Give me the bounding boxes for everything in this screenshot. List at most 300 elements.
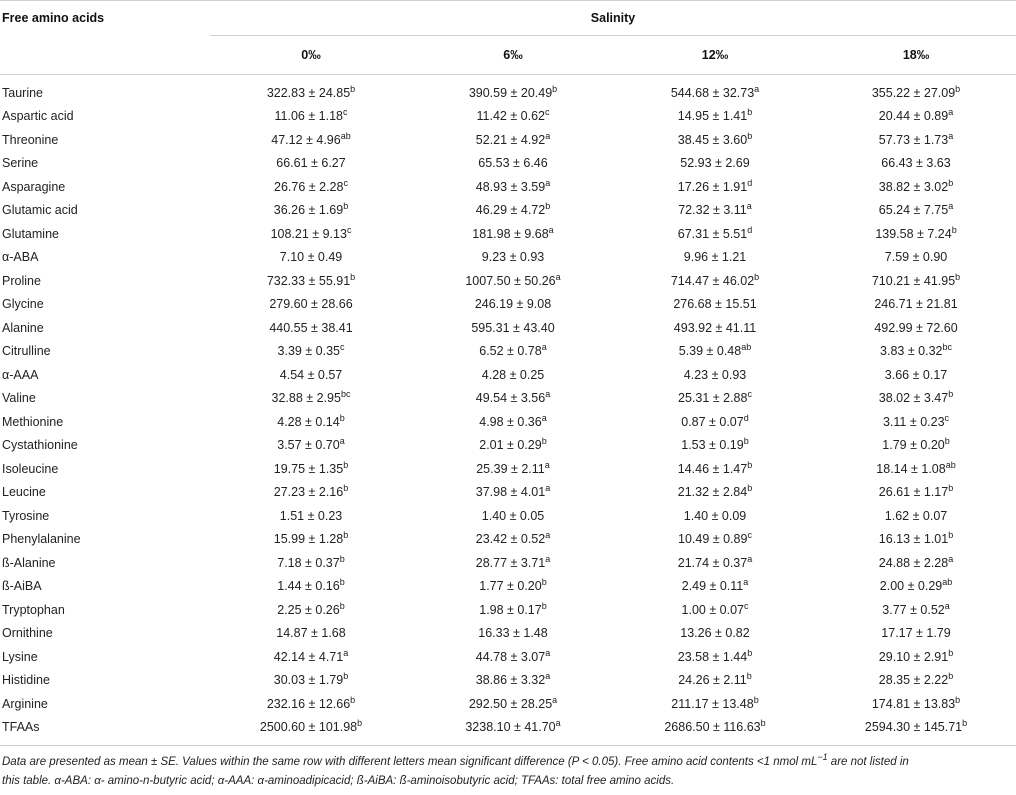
value-cell	[412, 128, 614, 152]
significance-letter: b	[948, 483, 954, 493]
mean-se-value: 6.52 ± 0.78	[479, 344, 542, 358]
value-cell	[614, 199, 816, 223]
value-cell	[614, 128, 816, 152]
value-cell	[412, 551, 614, 575]
mean-se-value: 493.92 ± 41.11	[673, 320, 757, 335]
mean-se-value: 355.22 ± 27.09	[871, 85, 956, 100]
significance-letter: b	[951, 224, 957, 235]
value-cell	[412, 175, 614, 199]
value-cell	[412, 622, 614, 646]
mean-se-value: 232.16 ± 12.66	[266, 696, 351, 711]
significance-letter: ab	[741, 342, 752, 352]
mean-se-value: 24.88 ± 2.28	[878, 555, 949, 570]
mean-se-value: 23.42 ± 0.52	[475, 532, 546, 546]
mean-se-value: 246.19 ± 9.08	[474, 297, 552, 311]
mean-se-value: 36.26 ± 1.69	[273, 203, 344, 217]
row-label: Tryptophan	[2, 602, 65, 617]
value-cell	[412, 645, 614, 669]
value-cell	[816, 692, 1016, 716]
significance-letter: b	[343, 201, 349, 211]
table-row	[0, 175, 1016, 199]
value-cell	[412, 410, 614, 434]
table-row	[0, 434, 1016, 458]
mean-se-value: 38.82 ± 3.02	[878, 179, 949, 194]
mean-se-value: 16.13 ± 1.01	[878, 532, 949, 546]
value-cell	[614, 316, 816, 340]
table-row	[0, 692, 1016, 716]
mean-se-value: 17.26 ± 1.91	[677, 179, 748, 194]
value-cell	[614, 152, 816, 176]
significance-letter: b	[339, 553, 345, 564]
value-cell	[210, 528, 412, 552]
value-cell	[412, 246, 614, 270]
value-cell	[816, 575, 1016, 599]
mean-se-value: 7.10 ± 0.49	[279, 250, 343, 264]
value-cell	[816, 222, 1016, 246]
significance-letter: b	[343, 483, 349, 493]
value-cell	[412, 528, 614, 552]
value-cell	[412, 269, 614, 293]
mean-se-value: 710.21 ± 41.95	[871, 273, 956, 288]
value-cell	[614, 175, 816, 199]
significance-letter: b	[552, 83, 558, 94]
significance-letter: b	[350, 694, 356, 705]
mean-se-value: 3.77 ± 0.52	[882, 602, 945, 617]
significance-letter: a	[548, 224, 554, 235]
mean-se-value: 38.86 ± 3.32	[475, 673, 546, 687]
significance-letter: b	[955, 694, 961, 705]
mean-se-value: 29.10 ± 2.91	[878, 649, 949, 664]
value-cell	[210, 504, 412, 528]
row-label: Taurine	[2, 85, 43, 100]
value-cell	[614, 363, 816, 387]
row-label: Phenylalanine	[2, 532, 81, 546]
mean-se-value: 67.31 ± 5.51	[677, 226, 748, 241]
table-row	[0, 246, 1016, 270]
value-cell	[816, 457, 1016, 481]
significance-letter: a	[545, 553, 551, 564]
value-cell	[210, 175, 412, 199]
mean-se-value: 732.33 ± 55.91	[266, 273, 351, 288]
value-cell	[614, 528, 816, 552]
significance-letter: b	[339, 577, 345, 587]
mean-se-value: 25.39 ± 2.11	[476, 461, 545, 476]
mean-se-value: 18.14 ± 1.08	[876, 461, 946, 476]
row-label: Valine	[2, 391, 36, 405]
mean-se-value: 139.58 ± 7.24	[875, 226, 952, 241]
value-cell	[210, 340, 412, 364]
value-cell	[614, 551, 816, 575]
mean-se-value: 322.83 ± 24.85	[266, 85, 351, 100]
mean-se-value: 1.53 ± 0.19	[681, 438, 744, 452]
significance-letter: c	[743, 600, 749, 611]
significance-letter: c	[545, 107, 550, 117]
mean-se-value: 3.11 ± 0.23	[882, 414, 945, 429]
significance-letter: a	[545, 530, 551, 540]
value-cell	[412, 105, 614, 129]
significance-letter: b	[955, 271, 961, 282]
significance-letter: a	[541, 412, 547, 423]
value-cell	[614, 457, 816, 481]
column-header-6: 6‰	[503, 48, 523, 62]
value-cell	[614, 269, 816, 293]
table-row	[0, 410, 1016, 434]
mean-se-value: 9.96 ± 1.21	[683, 250, 747, 264]
significance-letter: a	[545, 130, 551, 141]
value-cell	[210, 152, 412, 176]
mean-se-value: 181.98 ± 9.68	[472, 226, 549, 241]
mean-se-value: 174.81 ± 13.83	[871, 696, 956, 711]
significance-letter: b	[541, 600, 547, 611]
value-cell	[210, 128, 412, 152]
value-cell	[816, 316, 1016, 340]
table-row	[0, 340, 1016, 364]
value-cell	[614, 75, 816, 105]
significance-letter: b	[350, 271, 356, 282]
mean-se-value: 4.28 ± 0.25	[481, 367, 545, 382]
table-row	[0, 128, 1016, 152]
significance-letter: b	[948, 389, 954, 399]
significance-letter: c	[343, 177, 348, 188]
significance-letter: b	[948, 530, 954, 540]
column-header-0: 0‰	[301, 48, 321, 62]
significance-letter: b	[545, 201, 551, 211]
mean-se-value: 38.02 ± 3.47	[878, 391, 949, 405]
significance-letter: b	[350, 83, 356, 94]
value-cell	[210, 481, 412, 505]
value-cell	[614, 434, 816, 458]
row-label: Alanine	[2, 320, 44, 335]
significance-letter: a	[545, 177, 551, 188]
value-cell	[210, 75, 412, 105]
significance-letter: b	[760, 718, 766, 728]
table-row	[0, 575, 1016, 599]
footnote-line2-text: this table. α-ABA: α- amino-n-butyric acid; α-AAA: α-aminoadipicacid; ß-AiBA: ß-aminoisobutyric acid; TFAAs: total free amino acids.	[2, 775, 675, 787]
value-cell	[412, 387, 614, 411]
value-cell	[816, 622, 1016, 646]
significance-letter: d	[747, 177, 753, 188]
mean-se-value: 9.23 ± 0.93	[481, 250, 545, 264]
row-label: Histidine	[2, 673, 50, 687]
value-cell	[816, 410, 1016, 434]
mean-se-value: 7.59 ± 0.90	[884, 250, 948, 264]
value-cell	[816, 528, 1016, 552]
significance-letter: b	[948, 177, 954, 188]
value-cell	[210, 316, 412, 340]
mean-se-value: 1.40 ± 0.05	[481, 508, 545, 523]
row-label: Isoleucine	[2, 461, 59, 476]
table-row	[0, 457, 1016, 481]
significance-letter: c	[343, 107, 348, 117]
significance-letter: b	[948, 671, 954, 681]
significance-letter: a	[343, 647, 349, 658]
table-row	[0, 528, 1016, 552]
column-header-18: 18‰	[902, 48, 930, 62]
mean-se-value: 3.66 ± 0.17	[884, 367, 948, 382]
mean-se-value: 47.12 ± 4.96	[271, 132, 341, 147]
mean-se-value: 52.93 ± 2.69	[680, 156, 750, 170]
mean-se-value: 21.32 ± 2.84	[677, 485, 748, 499]
value-cell	[210, 457, 412, 481]
footnote-unit-superscript: −1	[817, 752, 828, 762]
value-cell	[816, 175, 1016, 199]
mean-se-value: 1.98 ± 0.17	[479, 602, 542, 617]
value-cell	[816, 481, 1016, 505]
mean-se-value: 28.77 ± 3.71	[475, 555, 546, 570]
row-label: Glutamine	[2, 226, 59, 241]
value-cell	[210, 434, 412, 458]
value-cell	[816, 716, 1016, 746]
mean-se-value: 44.78 ± 3.07	[475, 649, 546, 664]
mean-se-value: 4.28 ± 0.14	[277, 414, 340, 429]
significance-letter: a	[541, 342, 547, 352]
significance-letter: a	[948, 201, 954, 211]
mean-se-value: 15.99 ± 1.28	[273, 532, 344, 546]
value-cell	[412, 481, 614, 505]
mean-se-value: 13.26 ± 0.82	[680, 626, 750, 640]
significance-letter: b	[339, 412, 345, 423]
significance-letter: ab	[340, 130, 351, 141]
mean-se-value: 46.29 ± 4.72	[475, 203, 546, 217]
significance-letter: c	[747, 389, 752, 399]
mean-se-value: 1.62 ± 0.07	[884, 508, 948, 523]
significance-letter: b	[962, 718, 968, 728]
significance-letter: c	[944, 412, 950, 423]
value-cell	[614, 246, 816, 270]
mean-se-value: 37.98 ± 4.01	[475, 485, 546, 499]
value-cell	[412, 75, 614, 105]
significance-letter: a	[747, 553, 753, 564]
mean-se-value: 52.21 ± 4.92	[475, 132, 546, 147]
significance-letter: b	[339, 600, 345, 611]
value-cell	[412, 575, 614, 599]
value-cell	[816, 340, 1016, 364]
mean-se-value: 211.17 ± 13.48	[671, 696, 754, 711]
significance-letter: a	[339, 436, 345, 446]
significance-letter: b	[343, 459, 349, 470]
salinity-group-header: Salinity	[210, 1, 1016, 36]
significance-letter: a	[545, 647, 551, 658]
significance-letter: b	[746, 671, 752, 681]
significance-letter: b	[747, 459, 753, 470]
mean-se-value: 1.79 ± 0.20	[882, 438, 945, 452]
significance-letter: d	[743, 412, 749, 423]
value-cell	[412, 598, 614, 622]
mean-se-value: 27.23 ± 2.16	[273, 485, 344, 499]
mean-se-value: 17.17 ± 1.79	[881, 626, 951, 640]
table-row	[0, 75, 1016, 105]
value-cell	[210, 363, 412, 387]
value-cell	[816, 645, 1016, 669]
table-footnote	[2, 753, 1012, 791]
row-label: Tyrosine	[2, 508, 50, 523]
value-cell	[412, 152, 614, 176]
significance-letter: a	[545, 483, 551, 493]
table-row	[0, 105, 1016, 129]
value-cell	[412, 504, 614, 528]
value-cell	[210, 575, 412, 599]
mean-se-value: 16.33 ± 1.48	[478, 626, 548, 640]
value-cell	[614, 387, 816, 411]
row-label: Serine	[2, 156, 39, 170]
mean-se-value: 3.83 ± 0.32	[880, 344, 943, 358]
significance-letter: a	[552, 694, 558, 705]
significance-letter: a	[948, 130, 954, 141]
row-label: ß-Alanine	[2, 555, 56, 570]
row-label: Glutamic acid	[2, 203, 78, 217]
stub-header-empty	[0, 36, 210, 75]
row-label: Methionine	[2, 414, 64, 429]
row-label: Asparagine	[2, 179, 66, 194]
mean-se-value: 714.47 ± 46.02	[670, 273, 755, 288]
value-cell	[412, 293, 614, 317]
table-row	[0, 222, 1016, 246]
value-cell	[210, 622, 412, 646]
table-row	[0, 269, 1016, 293]
table-row	[0, 481, 1016, 505]
value-cell	[816, 387, 1016, 411]
significance-letter: a	[948, 553, 954, 564]
value-cell	[614, 669, 816, 693]
row-label: α-ABA	[2, 250, 39, 264]
value-cell	[816, 598, 1016, 622]
mean-se-value: 14.95 ± 1.41	[677, 109, 748, 123]
value-cell	[816, 152, 1016, 176]
row-label: TFAAs	[2, 720, 40, 734]
table-row	[0, 152, 1016, 176]
mean-se-value: 25.31 ± 2.88	[678, 391, 748, 405]
significance-letter: c	[346, 224, 352, 235]
mean-se-value: 4.23 ± 0.93	[683, 367, 747, 382]
value-cell	[412, 340, 614, 364]
row-label: α-AAA	[2, 367, 39, 382]
value-cell	[614, 598, 816, 622]
table-row	[0, 622, 1016, 646]
mean-se-value: 38.45 ± 3.60	[677, 132, 748, 147]
significance-letter: b	[753, 694, 759, 705]
mean-se-value: 4.54 ± 0.57	[279, 367, 343, 382]
value-cell	[816, 75, 1016, 105]
mean-se-value: 492.99 ± 72.60	[874, 320, 958, 335]
row-label: Glycine	[2, 297, 44, 311]
significance-letter: b	[754, 271, 760, 282]
value-cell	[210, 716, 412, 746]
mean-se-value: 595.31 ± 43.40	[471, 320, 555, 335]
mean-se-value: 66.43 ± 3.63	[881, 156, 951, 170]
row-label: Cystathionine	[2, 438, 78, 452]
mean-se-value: 3.39 ± 0.35	[277, 344, 340, 358]
mean-se-value: 1.51 ± 0.23	[279, 508, 343, 523]
mean-se-value: 2686.50 ± 116.63	[664, 720, 761, 734]
mean-se-value: 2594.30 ± 145.71	[864, 720, 963, 734]
mean-se-value: 26.61 ± 1.17	[878, 485, 949, 499]
significance-letter: a	[555, 271, 561, 282]
mean-se-value: 544.68 ± 32.73	[670, 85, 755, 100]
significance-letter: c	[339, 342, 345, 352]
mean-se-value: 49.54 ± 3.56	[475, 391, 546, 405]
footnote-line1-end: are not listed in	[827, 756, 909, 768]
significance-letter: a	[545, 389, 551, 399]
value-cell	[816, 105, 1016, 129]
significance-letter: bc	[942, 342, 952, 352]
mean-se-value: 4.98 ± 0.36	[479, 414, 542, 429]
value-cell	[412, 692, 614, 716]
significance-letter: b	[747, 130, 753, 141]
value-cell	[210, 669, 412, 693]
mean-se-value: 108.21 ± 9.13	[270, 226, 347, 241]
mean-se-value: 7.18 ± 0.37	[277, 555, 340, 570]
row-label: Citrulline	[2, 344, 51, 358]
value-cell	[614, 575, 816, 599]
significance-letter: b	[747, 647, 753, 658]
value-cell	[614, 692, 816, 716]
header-row-columns	[0, 36, 1016, 75]
value-cell	[412, 222, 614, 246]
significance-letter: b	[541, 577, 547, 587]
significance-letter: bc	[340, 389, 351, 399]
table-row	[0, 316, 1016, 340]
significance-letter: a	[746, 201, 752, 211]
footnote-line1-text: Data are presented as mean ± SE. Values within the same row with different letters mean significant difference (P < 0.05). Free amino acid contents <1 nmol mL	[2, 756, 818, 768]
value-cell	[816, 363, 1016, 387]
significance-letter: b	[747, 483, 753, 493]
significance-letter: a	[743, 577, 749, 587]
significance-letter: d	[747, 224, 753, 235]
mean-se-value: 246.71 ± 21.81	[874, 297, 958, 311]
significance-letter: a	[544, 459, 550, 470]
value-cell	[210, 105, 412, 129]
mean-se-value: 32.88 ± 2.95	[271, 391, 341, 405]
value-cell	[614, 504, 816, 528]
significance-letter: b	[743, 436, 749, 446]
table-body	[0, 75, 1016, 746]
value-cell	[210, 269, 412, 293]
value-cell	[412, 716, 614, 746]
mean-se-value: 20.44 ± 0.89	[878, 109, 949, 123]
value-cell	[210, 199, 412, 223]
value-cell	[816, 293, 1016, 317]
mean-se-value: 26.76 ± 2.28	[274, 179, 344, 194]
row-label: Aspartic acid	[2, 109, 74, 123]
value-cell	[816, 551, 1016, 575]
mean-se-value: 2.25 ± 0.26	[277, 602, 340, 617]
mean-se-value: 66.61 ± 6.27	[276, 156, 346, 170]
value-cell	[614, 222, 816, 246]
mean-se-value: 11.42 ± 0.62	[476, 109, 545, 123]
table-row	[0, 199, 1016, 223]
mean-se-value: 2.00 ± 0.29	[879, 579, 943, 593]
value-cell	[412, 316, 614, 340]
value-cell	[614, 340, 816, 364]
mean-se-value: 440.55 ± 38.41	[269, 320, 353, 335]
mean-se-value: 28.35 ± 2.22	[878, 673, 949, 687]
mean-se-value: 48.93 ± 3.59	[475, 179, 546, 194]
mean-se-value: 390.59 ± 20.49	[468, 85, 553, 100]
mean-se-value: 65.53 ± 6.46	[478, 156, 548, 170]
value-cell	[412, 434, 614, 458]
mean-se-value: 1.77 ± 0.20	[479, 579, 542, 593]
significance-letter: a	[555, 718, 561, 728]
significance-letter: a	[545, 671, 551, 681]
value-cell	[614, 481, 816, 505]
mean-se-value: 10.49 ± 0.89	[678, 532, 748, 546]
table-row	[0, 669, 1016, 693]
significance-letter: b	[955, 83, 961, 94]
significance-letter: b	[343, 671, 349, 681]
value-cell	[412, 363, 614, 387]
row-label: Lysine	[2, 649, 38, 664]
mean-se-value: 57.73 ± 1.73	[878, 132, 949, 147]
